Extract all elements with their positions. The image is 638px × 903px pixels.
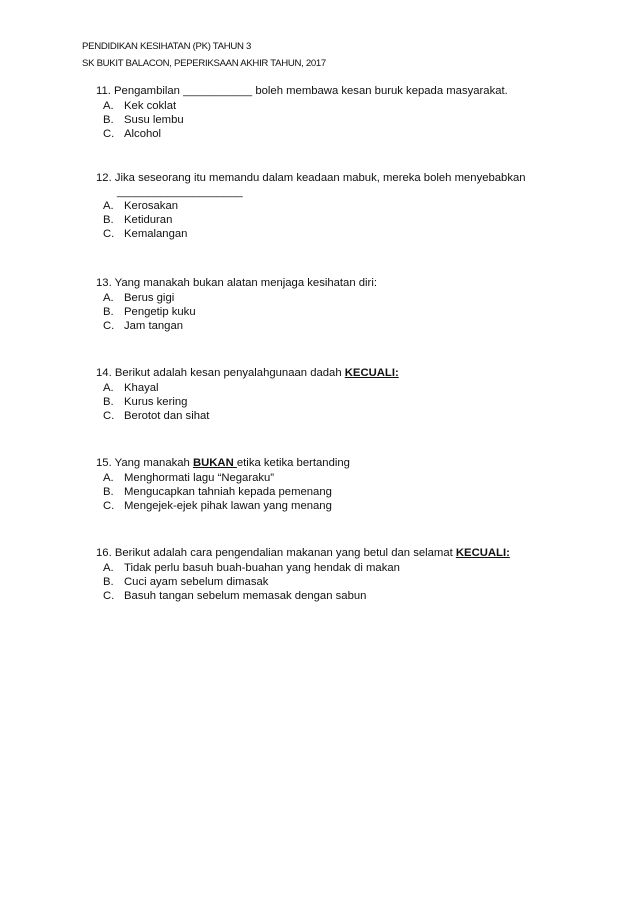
question-text: Berikut adalah kesan penyalahgunaan dadah	[114, 367, 345, 379]
option-b[interactable]	[96, 395, 566, 409]
option-text: Berotot dan sihat	[124, 410, 210, 423]
question-text: Jika seseorang itu memandu dalam keadaan mabuk, mereka boleh menyebabkan	[114, 172, 526, 184]
option-letter: C.	[103, 320, 115, 333]
option-a[interactable]	[96, 471, 566, 485]
option-c[interactable]	[96, 589, 566, 603]
page-header	[82, 38, 326, 72]
option-letter: B.	[103, 396, 114, 409]
option-text: Berus gigi	[124, 292, 175, 304]
option-text: Cuci ayam sebelum dimasak	[124, 576, 269, 589]
option-b[interactable]	[96, 113, 566, 127]
option-a[interactable]	[96, 99, 566, 113]
question-14	[96, 366, 566, 424]
option-text: Tidak perlu basuh buah-buahan yang hendak di makan	[124, 562, 400, 574]
option-letter: A.	[103, 472, 114, 484]
option-letter: A.	[103, 200, 114, 212]
option-b[interactable]	[96, 485, 566, 499]
option-text: Basuh tangan sebelum memasak dengan sabun	[124, 590, 367, 603]
option-a[interactable]	[96, 381, 566, 395]
question-number: 11.	[96, 85, 111, 97]
question-stem	[96, 546, 566, 561]
option-text: Kemalangan	[124, 228, 188, 241]
question-stem	[96, 276, 566, 291]
question-text-after: etika ketika bertanding	[236, 457, 350, 469]
option-letter: B.	[103, 114, 114, 127]
option-text: Kek coklat	[124, 100, 177, 112]
option-text: Khayal	[124, 382, 159, 394]
option-c[interactable]	[96, 127, 566, 141]
question-12	[96, 171, 566, 242]
option-text: Mengucapkan tahniah kepada pemenang	[124, 486, 332, 499]
option-letter: B.	[103, 576, 114, 589]
option-letter: A.	[103, 100, 114, 112]
option-letter: C.	[103, 500, 115, 513]
question-15	[96, 456, 566, 514]
option-c[interactable]	[96, 499, 566, 513]
question-number: 16.	[96, 547, 112, 559]
option-letter: B.	[103, 214, 114, 227]
question-text: Berikut adalah cara pengendalian makanan yang betul dan selamat	[114, 547, 456, 559]
option-text: Kurus kering	[124, 396, 188, 409]
option-a[interactable]	[96, 561, 566, 575]
question-text: Pengambilan ___________ boleh membawa kesan buruk kepada masyarakat.	[114, 85, 508, 97]
option-text: Mengejek-ejek pihak lawan yang menang	[124, 500, 332, 513]
option-c[interactable]	[96, 227, 566, 241]
option-text: Pengetip kuku	[124, 306, 196, 319]
question-text: Yang manakah	[114, 457, 193, 469]
question-stem	[96, 171, 566, 186]
question-number: 13.	[96, 277, 112, 289]
question-number: 15.	[96, 457, 112, 469]
option-letter: A.	[103, 562, 114, 574]
option-b[interactable]	[96, 575, 566, 589]
question-text: Yang manakah bukan alatan menjaga kesihatan diri:	[114, 277, 377, 289]
question-13	[96, 276, 566, 334]
option-text: Menghormati lagu “Negaraku”	[124, 472, 275, 484]
emphasis-bukan: BUKAN	[192, 457, 237, 469]
option-b[interactable]	[96, 213, 566, 227]
option-letter: C.	[103, 410, 115, 423]
emphasis-kecuali: KECUALI:	[344, 367, 399, 379]
option-letter: C.	[103, 228, 115, 241]
option-letter: A.	[103, 382, 114, 394]
option-letter: C.	[103, 128, 115, 141]
option-letter: C.	[103, 590, 115, 603]
option-letter: A.	[103, 292, 114, 304]
question-number: 12.	[96, 172, 112, 184]
option-a[interactable]	[96, 199, 566, 213]
option-c[interactable]	[96, 319, 566, 333]
option-text: Alcohol	[124, 128, 162, 141]
option-b[interactable]	[96, 305, 566, 319]
option-c[interactable]	[96, 409, 566, 423]
question-stem	[96, 456, 566, 471]
option-letter: B.	[103, 486, 114, 499]
question-stem	[96, 366, 566, 381]
option-text: Jam tangan	[124, 320, 184, 333]
header-school-exam: SK BUKIT BALACON, PEPERIKSAAN AKHIR TAHUN, 2017	[82, 58, 326, 69]
option-text: Ketiduran	[124, 214, 173, 227]
question-stem	[96, 84, 566, 99]
question-16	[96, 546, 566, 604]
question-number: 14.	[96, 367, 112, 379]
option-text: Kerosakan	[124, 200, 179, 212]
option-letter: B.	[103, 306, 114, 319]
option-text: Susu lembu	[124, 114, 184, 127]
answer-blank: ____________________	[117, 186, 243, 198]
emphasis-kecuali: KECUALI:	[455, 547, 510, 559]
option-a[interactable]	[96, 291, 566, 305]
question-11	[96, 84, 566, 142]
header-subject: PENDIDIKAN KESIHATAN (PK) TAHUN 3	[82, 41, 252, 52]
